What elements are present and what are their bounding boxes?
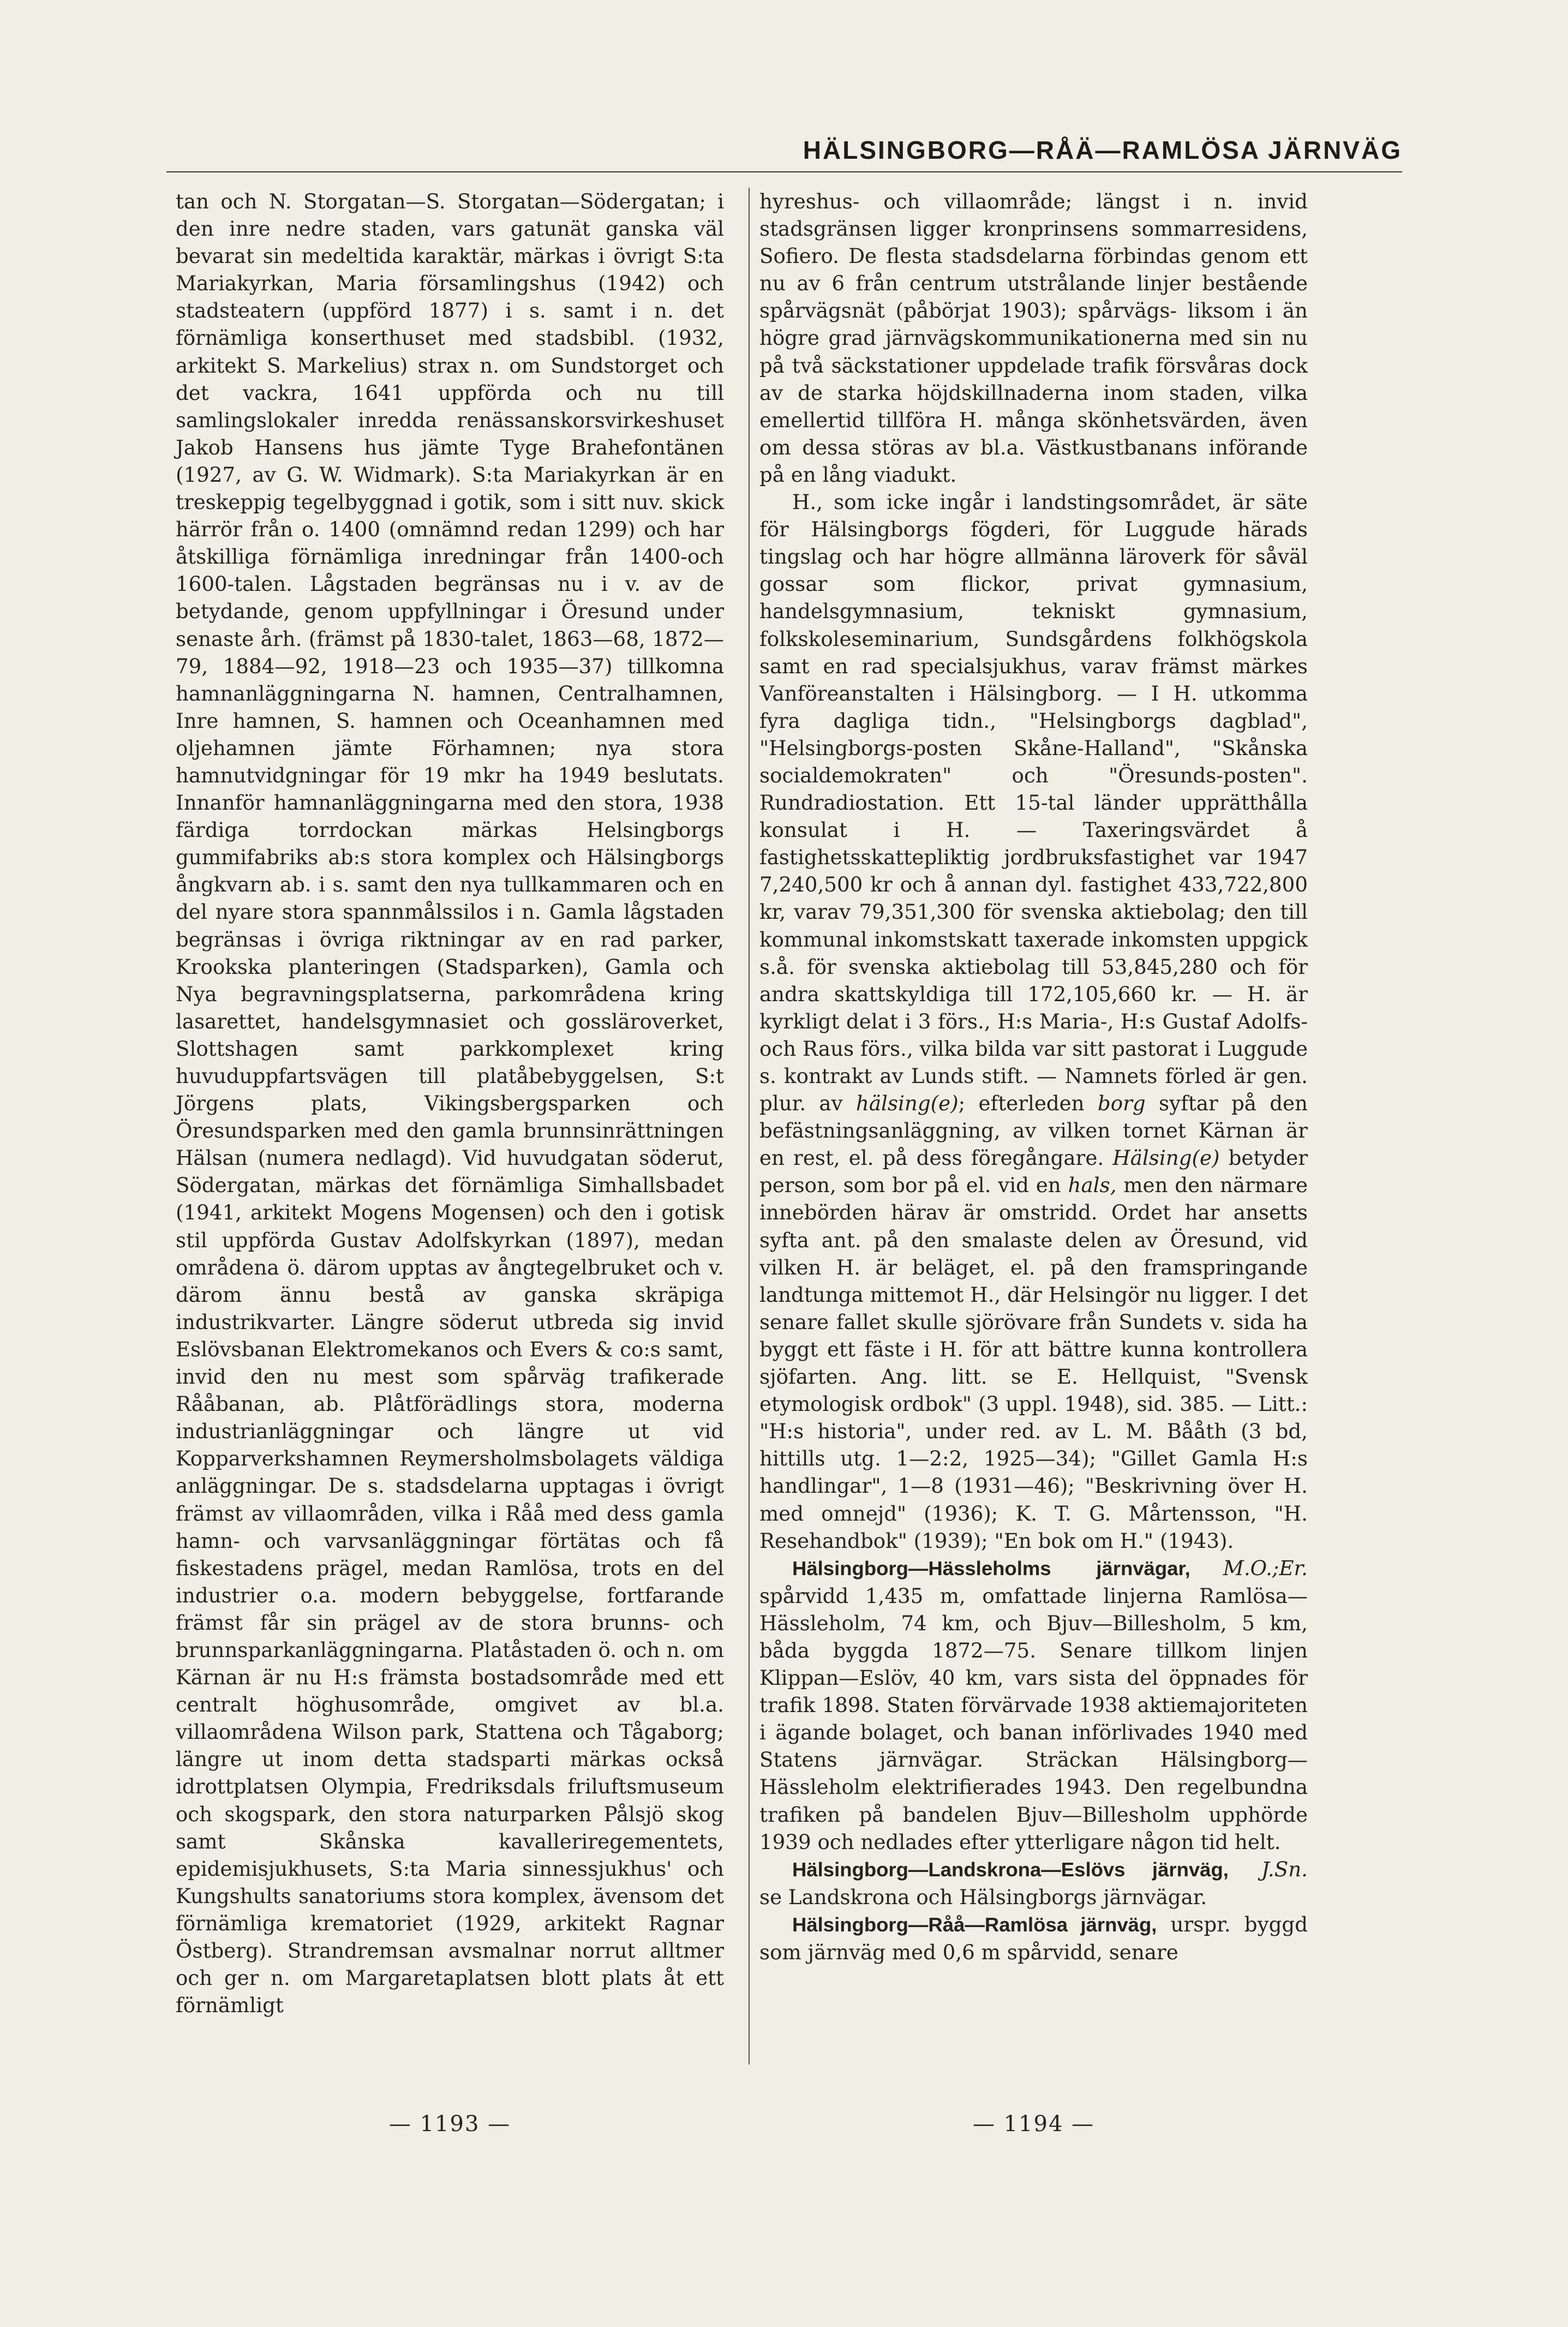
right-column <box>759 188 1308 2075</box>
author-signature: J.Sn. <box>1261 1857 1308 1881</box>
entry-halsingborg-raa-ramlosa <box>759 1911 1308 1966</box>
column-divider <box>749 188 750 2065</box>
city-facts-text: H., som icke ingår i landstingsområdet, är säte för Hälsingborgs fögderi, för Luggude härads tingslag och har högre allmänna läroverk för såväl gossar som flickor, privat gymnasium, handelsgymnasium, tekniskt gymnasium, folkskoleseminarium, Sundsgårdens folkhögskola samt en rad specialsjukhus, varav främst märkes Vanföreanstalten i Hälsingborg. — I H. utkomma fyra dagliga tidn., "Helsingborgs dagblad", "Helsingborgs-posten Skåne-Halland", "Skånska socialdemokraten" och "Öresunds-posten". Rundradiostation. Ett 15-tal länder upprätthålla konsulat i H. — Taxeringsvärdet å fastighetsskattepliktig jordbruksfastighet var 1947 7,240,500 kr och å annan dyl. fastighet 433,722,800 kr, varav 79,351,300 för svenska aktiebolag; den till kommunal inkomstskatt taxerade inkomsten uppgick s.å. för svenska aktiebolag till 53,845,280 och för andra skattskyldiga till 172,105,660 kr. — H. är kyrkligt delat i 3 förs., H:s Maria-, H:s Gustaf Adolfs- och Raus förs., vilka bilda var sitt pastorat i Luggude s. kontrakt av Lunds stift. — Namnets förled är gen. plur. av <box>759 490 1308 1116</box>
etymology-term: hälsing(e) <box>855 1091 959 1116</box>
etymology-term: Hälsing(e) <box>1112 1146 1220 1170</box>
entry-body: urspr. byggd som järnväg med 0,6 m spårvidd, senare <box>759 1912 1308 1964</box>
etymology-term: hals, <box>1068 1173 1117 1198</box>
literature-text: men den närmare innebörden härav är omstridd. Ordet har ansetts syfta ant. på den smalaste delen av Öresund, vid vilken H. är beläget, el. på den framspringande landtunga mittemot H., där Helsingör nu ligger. I det senare fallet skulle sjörövare från Sundets v. sida ha byggt ett fäste i H. för att bättre kunna kontrollera sjöfarten. Ang. litt. se E. Hellquist, "Svensk etymologisk ordbok" (3 uppl. 1948), sid. 385. — Litt.: "H:s historia", under red. av L. M. Bååth (3 bd, hittills utg. 1—2:2, 1925—34); "Gillet Gamla H:s handlingar", 1—8 (1931—46); "Beskrivning över H. med omnejd" (1936); K. T. G. Mårtensson, "H. Resehandbok" (1939); "En bok om H." (1943). <box>759 1173 1308 1553</box>
entry-headword: Hälsingborg—Råå—Ramlösa järnväg, <box>792 1913 1157 1936</box>
page-number-right: — 1194 — <box>972 2111 1095 2137</box>
etymology-text: syftar på den befästningsanläggning, av vilken tornet Kärnan är en rest, el. på dess föregångare. <box>759 1091 1308 1170</box>
header-rule <box>166 171 1402 172</box>
left-column-text: tan och N. Storgatan—S. Storgatan—Södergatan; i den inre nedre staden, vars gatunät ganska väl bevarat sin medeltida karaktär, märkas i övrigt S:ta Mariakyrkan, Maria församlingshus (1942) och stadsteatern (uppförd 1877) i s. samt i n. det förnämliga konserthuset med stadsbibl. (1932, arkitekt S. Markelius) strax n. om Sundstorget och det vackra, 1641 uppförda och nu till samlingslokaler inredda renässanskorsvirkeshuset Jakob Hansens hus jämte Tyge Brahefontänen (1927, av G. W. Widmark). S:ta Mariakyrkan är en treskeppig tegelbyggnad i gotik, som i sitt nuv. skick härrör från o. 1400 (omnämnd redan 1299) och har åtskilliga förnämliga inredningar från 1400-och 1600-talen. Lågstaden begränsas nu i v. av de betydande, genom uppfyllningar i Öresund under senaste årh. (främst på 1830-talet, 1863—68, 1872—79, 1884—92, 1918—23 och 1935—37) tillkomna hamnanläggningarna N. hamnen, Centralhamnen, Inre hamnen, S. hamnen och Oceanhamnen med oljehamnen jämte Förhamnen; nya stora hamnutvidgningar för 19 mkr ha 1949 beslutats. Innanför hamnanläggningarna med den stora, 1938 färdiga torrdockan märkas Helsingborgs gummifabriks ab:s stora komplex och Hälsingborgs ångkvarn ab. i s. samt den nya tullkammaren och en del nyare stora spannmålssilos i n. Gamla lågstaden begränsas i övriga riktningar av en rad parker, Krookska planteringen (Stadsparken), Gamla och Nya begravningsplatserna, parkområdena kring lasarettet, handelsgymnasiet och gossläroverket, Slottshagen samt parkkomplexet kring huvuduppfartsvägen till platåbebyggelsen, S:t Jörgens plats, Vikingsbergsparken och Öresundsparken med den gamla brunnsinrättningen Hälsan (numera nedlagd). Vid huvudgatan söderut, Södergatan, märkas det förnämliga Simhallsbadet (1941, arkitekt Mogens Mogensen) och den i gotisk stil uppförda Gustav Adolfskyrkan (1897), medan områdena ö. därom upptas av ångtegelbruket och v. därom ännu bestå av ganska skräpiga industrikvarter. Längre söderut utbreda sig invid Eslövsbanan Elektromekanos och Evers & co:s samt, invid den nu mest som spårväg trafikerade Rååbanan, ab. Plåtförädlings stora, moderna industrianläggningar och längre ut vid Kopparverkshamnen Reymersholmsbolagets väldiga anläggningar. De s. stadsdelarna upptagas i övrigt främst av villaområden, vilka i Råå med dess gamla hamn- och varvsanläggningar förtätas och få fiskestadens prägel, medan Ramlösa, trots en del industrier o.a. modern bebyggelse, fortfarande främst får sin prägel av de stora brunns- och brunnsparkanläggningarna. Platåstaden ö. och n. om Kärnan är nu H:s främsta bostadsområde med ett centralt höghusområde, omgivet av bl.a. villaområdena Wilson park, Stattena och Tågaborg; längre ut inom detta stadsparti märkas också idrottplatsen Olympia, Fredriksdals friluftsmuseum och skogspark, den stora naturparken Pålsjö skog samt Skånska kavalleriregementets, epidemisjukhusets, S:ta Maria sinnessjukhus' och Kungshults sanatoriums stora komplex, ävensom det förnämliga krematoriet (1929, arkitekt Ragnar Östberg). Strandremsan avsmalnar norrut alltmer och ger n. om Margaretaplatsen blott plats åt ett förnämligt <box>176 189 724 2018</box>
left-column <box>176 188 724 2075</box>
entry-headword: Hälsingborg—Landskrona—Eslövs järnväg, <box>792 1858 1229 1881</box>
entry-halsingborg-landskrona-eslov <box>759 1856 1308 1911</box>
entry-body: se Landskrona och Hälsingborgs järnvägar. <box>759 1885 1207 1909</box>
running-header: HÄLSINGBORG—RÅÄ—RAMLÖSA JÄRNVÄG <box>803 136 1402 164</box>
etymology-text: betyder person, som bor på el. vid en <box>759 1146 1308 1198</box>
continuation-paragraph: hyreshus- och villaområde; längst i n. invid stadsgränsen ligger kronprinsens sommarresidens, Sofiero. De flesta stadsdelarna förbindas genom ett nu av 6 från centrum utstrålande linjer bestående spårvägsnät (påbörjat 1903); spårvägs- liksom i än högre grad järnvägskommunikationerna med sin nu på två säckstationer uppdelade trafik försvåras dock av de starka höjdskillnaderna inom staden, vilka emellertid tillföra H. många skönhetsvärden, även om dessa störas av bl.a. Västkustbanans införande på en lång viadukt. <box>759 189 1308 487</box>
author-signature: M.O.;Er. <box>1223 1556 1308 1580</box>
entry-body: spårvidd 1,435 m, omfattade linjerna Ramlösa—Hässleholm, 74 km, och Bjuv—Billesholm, 5 km, båda byggda 1872—75. Senare tillkom linjen Klippan—Eslöv, 40 km, vars sista del öppnades för trafik 1898. Staten förvärvade 1938 aktiemajoriteten i ägande bolaget, och banan införlivades 1940 med Statens järnvägar. Sträckan Hälsingborg—Hässleholm elektrifierades 1943. Den regelbundna trafiken på bandelen Bjuv—Billesholm upphörde 1939 och nedlades efter ytterligare någon tid helt. <box>759 1583 1308 1854</box>
entry-headword: Hälsingborg—Hässleholms järnvägar, <box>792 1557 1190 1580</box>
etymology-term: borg <box>1097 1091 1146 1116</box>
etymology-text: ; efterleden <box>958 1091 1085 1116</box>
page-number-left: — 1193 — <box>388 2111 511 2137</box>
